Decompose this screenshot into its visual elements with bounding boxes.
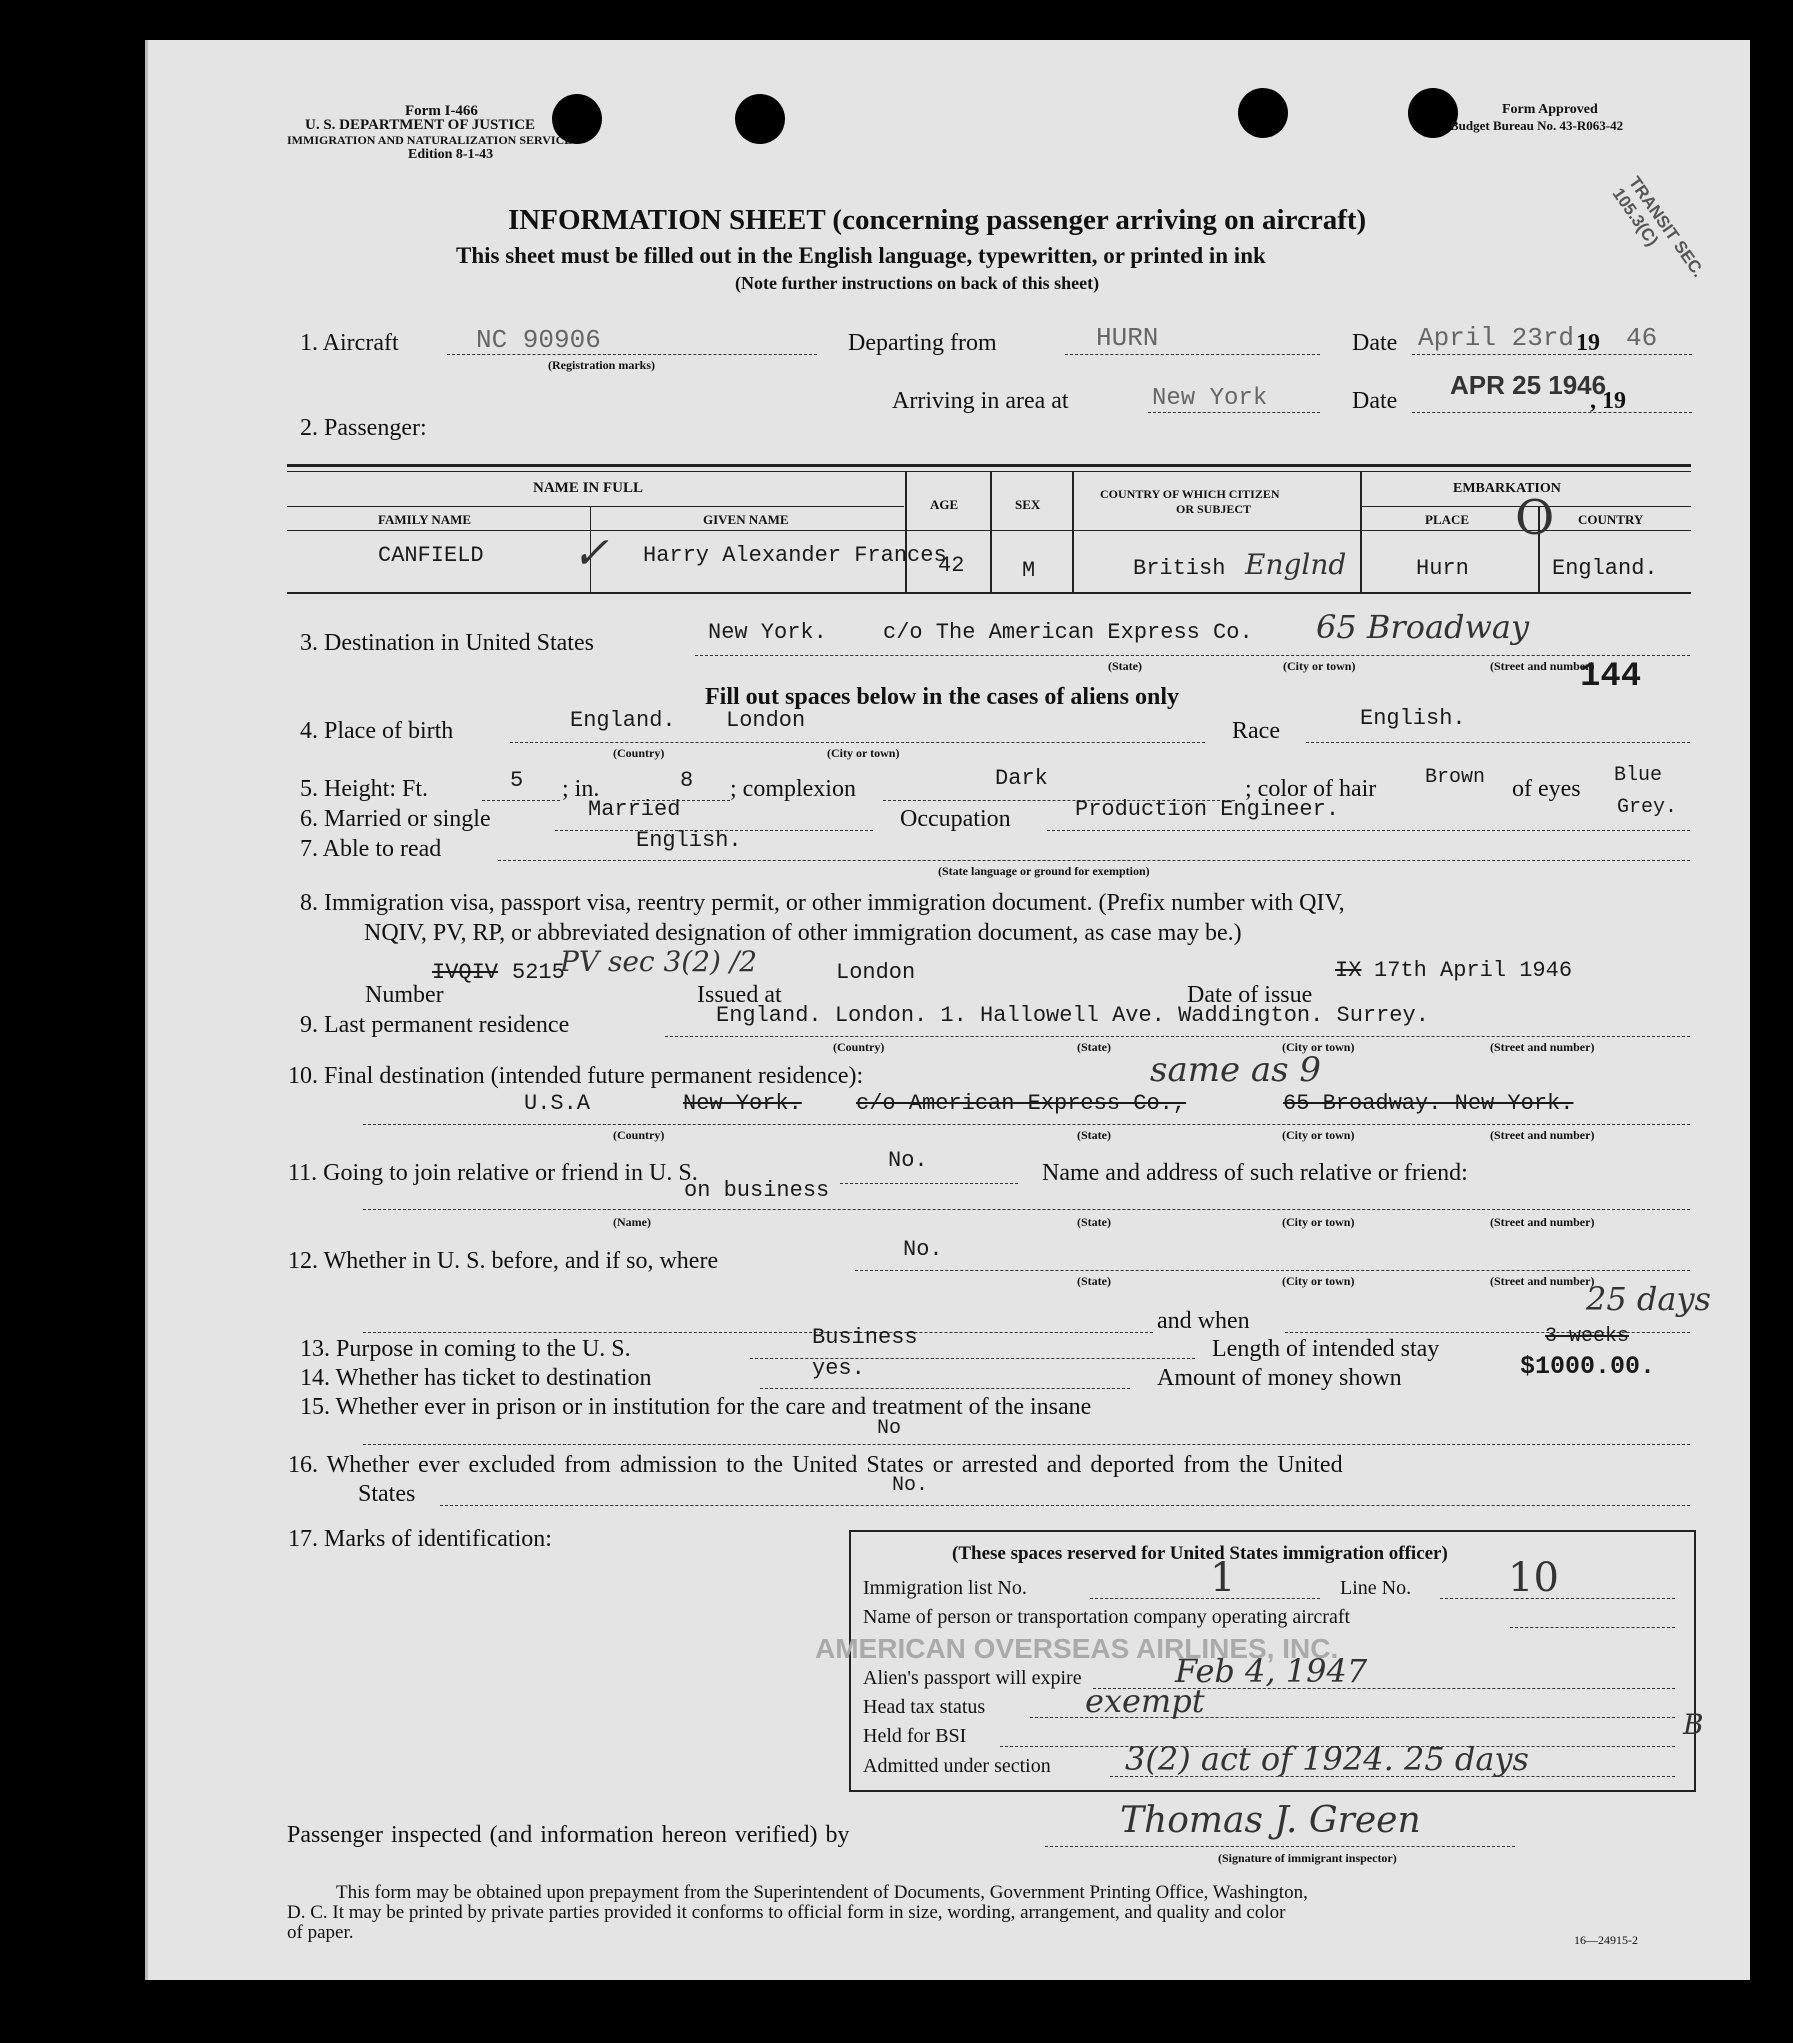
form-number: Form I-466 [405, 103, 478, 119]
destination-city: c/o The American Express Co. [883, 620, 1253, 645]
visa-number-struck: IVQIV [432, 960, 499, 985]
caption-final-street: (Street and number) [1490, 1128, 1595, 1142]
visa-issued-at: London [836, 960, 916, 985]
caption-before-state: (State) [1077, 1274, 1111, 1288]
marital-value: Married [588, 797, 681, 822]
family-name-header: FAMILY NAME [378, 512, 472, 527]
q6-label: 6. Married or single [300, 806, 491, 832]
q16-label-1: 16. Whether ever excluded from admission to the United States or arrested and deported from the United [288, 1452, 1343, 1478]
read-value: English. [636, 828, 742, 853]
passport-label: Alien's passport will expire [863, 1667, 1082, 1689]
footer-line-2: D. C. It may be printed by private parties provided it conforms to official form in size, wording, arrangement, and quality and color [287, 1902, 1286, 1923]
money-label: Amount of money shown [1157, 1365, 1402, 1391]
service: IMMIGRATION AND NATURALIZATION SERVICE [287, 133, 573, 147]
inspector-signature: Thomas J. Green [1120, 1800, 1421, 1841]
section-value: 3(2) act of 1924. 25 days [1125, 1740, 1529, 1778]
line-value: 10 [1508, 1555, 1559, 1601]
in-label: ; in. [562, 776, 600, 802]
punch-hole [1238, 88, 1288, 138]
country-header: COUNTRY [1578, 512, 1644, 527]
q16-label-2: States [358, 1481, 416, 1507]
aircraft-value: NC 90906 [476, 325, 601, 355]
sex-header: SEX [1015, 497, 1041, 512]
q13-label: 13. Purpose in coming to the U. S. [300, 1336, 631, 1362]
stay-hand: 25 days [1586, 1280, 1711, 1318]
caption-birth-city: (City or town) [827, 746, 900, 760]
caption-before-street: (Street and number) [1490, 1274, 1595, 1288]
complexion-value: Dark [995, 766, 1048, 791]
visa-date-struck: IX [1335, 958, 1362, 983]
money-value: $1000.00. [1520, 1352, 1656, 1381]
final-country: U.S.A [524, 1091, 591, 1116]
caption-city: (City or town) [1283, 659, 1356, 673]
ticket-value: yes. [812, 1356, 865, 1381]
given-name-header: GIVEN NAME [703, 512, 789, 527]
caption-final-city: (City or town) [1282, 1128, 1355, 1142]
section-label: Admitted under section [863, 1755, 1051, 1777]
list-label: Immigration list No. [863, 1577, 1027, 1599]
residence-value: England. London. 1. Hallowell Ave. Waddington. Surrey. [716, 1003, 1429, 1028]
company-label: Name of person or transportation company operating aircraft [863, 1606, 1351, 1628]
final-street: 65 Broadway. New York. [1283, 1091, 1574, 1116]
caption-res-street: (Street and number) [1490, 1040, 1595, 1054]
list-value: 1 [1210, 1555, 1236, 1601]
q17-label: 17. Marks of identification: [288, 1526, 552, 1552]
height-in: 8 [680, 768, 694, 793]
number-stamp: 144 [1580, 658, 1642, 696]
inspected-label: Passenger inspected (and information hereon verified) by [287, 1822, 850, 1848]
line-label: Line No. [1340, 1577, 1412, 1599]
embark-place-cell: Hurn [1416, 556, 1469, 581]
date-value: April 23rd [1418, 323, 1575, 353]
q5-label: 5. Height: Ft. [300, 776, 429, 802]
eyes-value-2: Grey. [1617, 796, 1678, 819]
date-issue-label: Date of issue [1187, 982, 1313, 1008]
q12-label: 12. Whether in U. S. before, and if so, where [288, 1248, 719, 1274]
height-ft: 5 [510, 768, 524, 793]
issued-label: Issued at [697, 982, 782, 1008]
birth-city: London [726, 708, 806, 733]
date2-year: , 19 [1590, 388, 1626, 414]
arriving-label: Arriving in area at [892, 388, 1069, 414]
departing-label: Departing from [848, 330, 997, 356]
citizen-handwritten: Englnd [1245, 548, 1347, 581]
department: U. S. DEPARTMENT OF JUSTICE [305, 117, 536, 133]
hair-label: ; color of hair [1245, 776, 1377, 802]
when-label: and when [1157, 1308, 1250, 1334]
family-name-cell: CANFIELD [378, 543, 484, 568]
caption-relative-city: (City or town) [1282, 1215, 1355, 1229]
page-note: (Note further instructions on back of this sheet) [735, 273, 1100, 293]
read-caption: (State language or ground for exemption) [938, 864, 1150, 878]
q15-label: 15. Whether ever in prison or in institution for the care and treatment of the insane [300, 1394, 1092, 1420]
page-subtitle: This sheet must be filled out in the English language, typewritten, or printed in ink [456, 243, 1266, 268]
footer-code: 16—24915-2 [1574, 1933, 1638, 1947]
q2-label: 2. Passenger: [300, 415, 427, 441]
birth-country: England. [570, 708, 676, 733]
hair-value: Brown [1425, 766, 1486, 789]
final-state: New York. [683, 1091, 802, 1116]
q10-label: 10. Final destination (intended future permanent residence): [288, 1063, 864, 1089]
visa-date: 17th April 1946 [1374, 958, 1573, 983]
purpose-value: Business [812, 1325, 918, 1350]
q14-label: 14. Whether has ticket to destination [300, 1365, 652, 1391]
caption-state: (State) [1108, 659, 1142, 673]
date2-label: Date [1352, 388, 1398, 414]
aircraft-caption: (Registration marks) [548, 358, 655, 372]
citizen-header: COUNTRY OF WHICH CITIZEN [1100, 487, 1280, 501]
q3-label: 3. Destination in United States [300, 630, 594, 656]
caption-res-city: (City or town) [1282, 1040, 1355, 1054]
date-year-prefix: 19 [1576, 330, 1600, 356]
caption-birth-country: (Country) [613, 746, 665, 760]
signature-caption: (Signature of immigrant inspector) [1218, 1851, 1397, 1865]
prison-value: No [877, 1417, 902, 1440]
join-sub: on business [684, 1178, 830, 1203]
destination-state: New York. [708, 620, 827, 645]
complexion-label: ; complexion [730, 776, 856, 802]
sex-cell: M [1022, 558, 1036, 583]
company-stamp: AMERICAN OVERSEAS AIRLINES, INC. [815, 1633, 1339, 1664]
arriving-value: New York [1152, 385, 1268, 412]
q7-label: 7. Able to read [300, 836, 442, 862]
destination-street-hand: 65 Broadway [1316, 608, 1530, 646]
caption-final-country: (Country) [613, 1128, 665, 1142]
relative-label: Name and address of such relative or friend: [1042, 1160, 1468, 1186]
race-value: English. [1360, 706, 1466, 731]
name-in-full-header: NAME IN FULL [533, 480, 644, 496]
stay-label: Length of intended stay [1212, 1336, 1440, 1362]
race-label: Race [1232, 718, 1280, 744]
join-value: No. [888, 1148, 928, 1173]
visa-hand-annotation: PV sec 3(2) /2 [560, 945, 758, 978]
excluded-value: No. [892, 1474, 929, 1497]
transit-stamp: TRANSIT SEC. 105.3(C) [1608, 172, 1709, 281]
eyes-value-1: Blue [1614, 764, 1663, 787]
headtax-label: Head tax status [863, 1696, 986, 1718]
date-year: 46 [1626, 323, 1658, 353]
caption-final-state: (State) [1077, 1128, 1111, 1142]
check-mark: ✓ [572, 528, 609, 579]
date-label: Date [1352, 330, 1398, 356]
age-cell: 42 [938, 553, 965, 578]
occupation-value: Production Engineer. [1075, 797, 1340, 822]
q8-label-1: 8. Immigration visa, passport visa, reentry permit, or other immigration document. (Prefix number with QIV, [300, 890, 1345, 916]
citizen-cell: British [1133, 556, 1226, 581]
caption-res-state: (State) [1077, 1040, 1111, 1054]
edition: Edition 8-1-43 [408, 147, 494, 162]
punch-hole [735, 94, 785, 144]
q1-label: 1. Aircraft [300, 330, 399, 356]
q11-label: 11. Going to join relative or friend in U. S. [288, 1160, 698, 1186]
q9-label: 9. Last permanent residence [300, 1012, 570, 1038]
final-city: c/o American Express Co., [856, 1091, 1187, 1116]
embarkation-header: EMBARKATION [1453, 481, 1561, 496]
caption-res-country: (Country) [833, 1040, 885, 1054]
eyes-label: of eyes [1512, 776, 1581, 802]
departing-value: HURN [1096, 323, 1159, 353]
age-header: AGE [930, 497, 959, 512]
form-approved: Form Approved [1502, 102, 1598, 117]
occupation-label: Occupation [900, 806, 1011, 832]
before-value: No. [903, 1237, 943, 1262]
caption-relative-state: (State) [1077, 1215, 1111, 1229]
headtax-value: exempt [1085, 1682, 1205, 1720]
aliens-only-heading: Fill out spaces below in the cases of aliens only [705, 684, 1180, 710]
q8-label-2: NQIV, PV, RP, or abbreviated designation of other immigration document, as case may be.) [364, 920, 1242, 946]
page-title: INFORMATION SHEET (concerning passenger arriving on aircraft) [508, 204, 1367, 236]
final-destination-hand: same as 9 [1150, 1050, 1322, 1090]
caption-street: (Street and number) [1490, 659, 1595, 673]
arrival-date-stamp: APR 25 1946 [1450, 370, 1607, 400]
budget-bureau: Budget Bureau No. 43-R063-42 [1450, 118, 1624, 133]
bsi-label: Held for BSI [863, 1725, 967, 1747]
caption-relative-street: (Street and number) [1490, 1215, 1595, 1229]
passport-value: Feb 4, 1947 [1175, 1652, 1368, 1690]
number-label: Number [365, 982, 444, 1008]
place-header: PLACE [1425, 512, 1470, 527]
visa-number: 5215 [512, 960, 565, 985]
circle-mark: O [1515, 490, 1555, 546]
embark-country-cell: England. [1552, 556, 1658, 581]
officer-heading: (These spaces reserved for United States immigration officer) [952, 1543, 1448, 1564]
given-name-cell: Harry Alexander Frances [643, 543, 947, 568]
citizen-header-2: OR SUBJECT [1176, 502, 1252, 516]
caption-relative-name: (Name) [613, 1215, 651, 1229]
caption-before-city: (City or town) [1282, 1274, 1355, 1288]
section-mark: B [1683, 1708, 1704, 1741]
footer-line-1: This form may be obtained upon prepayment from the Superintendent of Documents, Government Printing Office, Washington, [336, 1882, 1308, 1903]
stay-value: 3 weeks [1545, 1325, 1630, 1348]
footer-line-3: of paper. [287, 1922, 354, 1943]
q4-label: 4. Place of birth [300, 718, 454, 744]
